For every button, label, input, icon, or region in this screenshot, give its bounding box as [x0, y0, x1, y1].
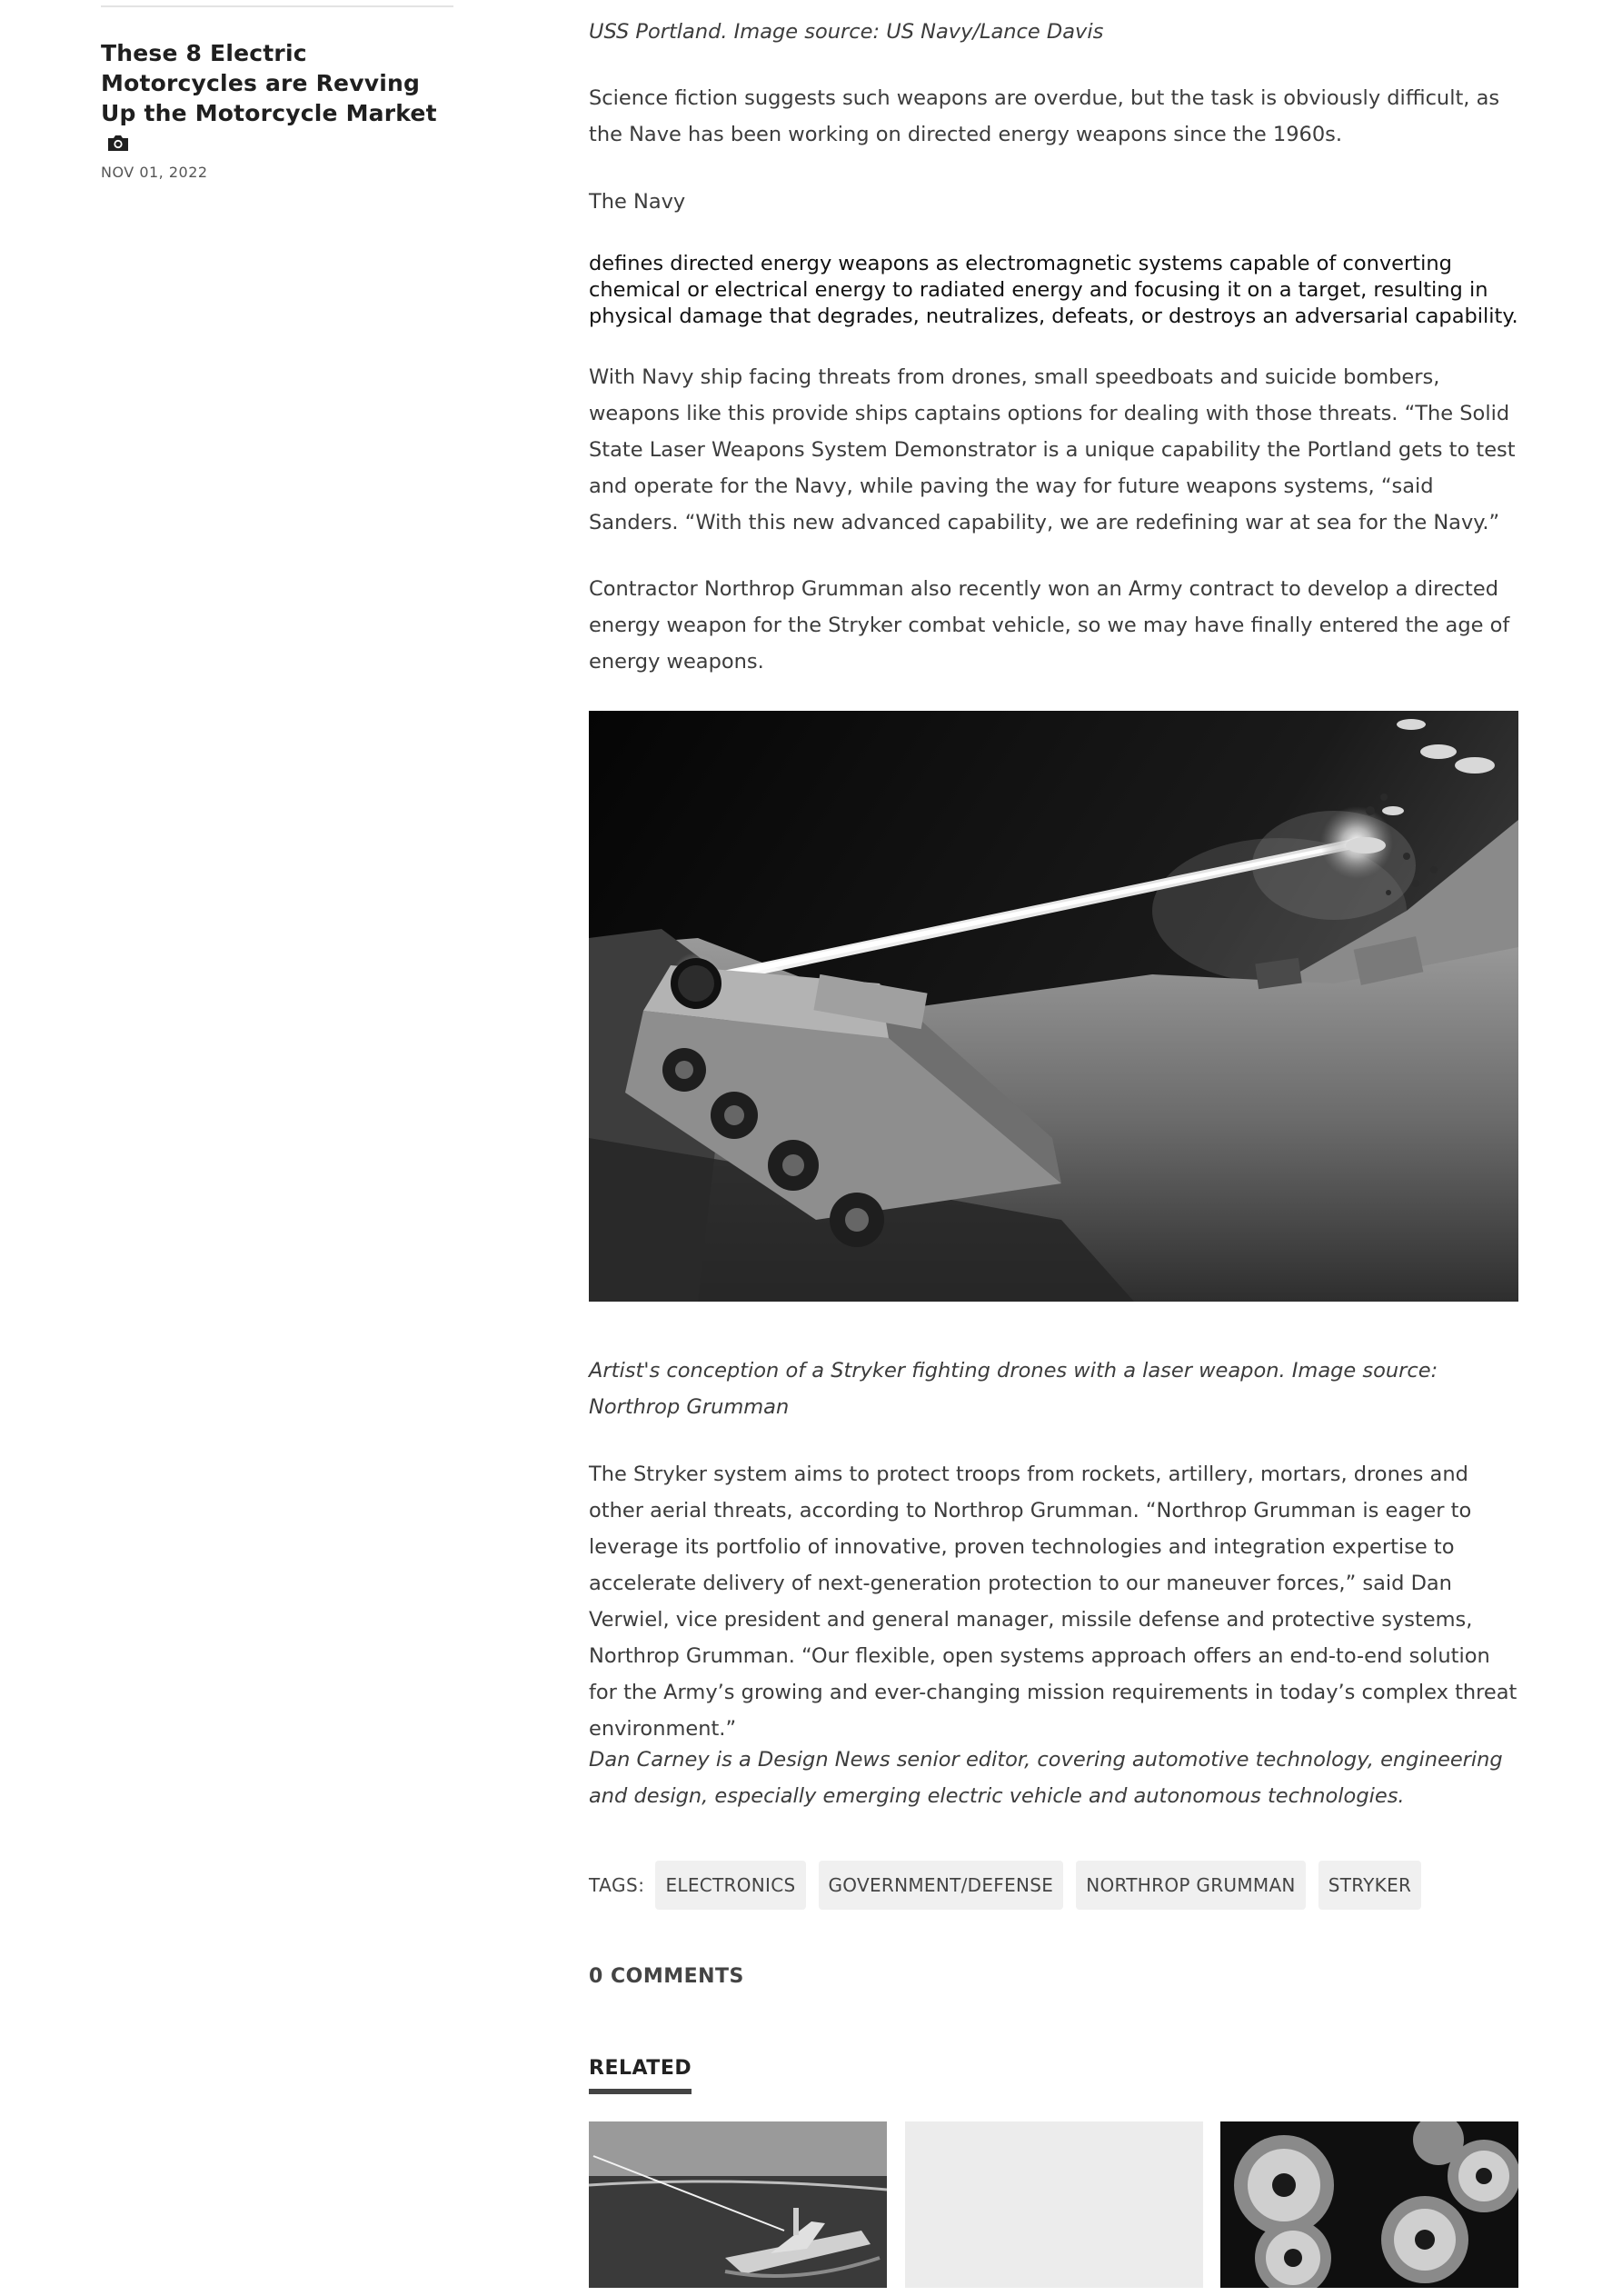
stryker-laser-illustration	[589, 711, 1518, 1302]
sidebar-divider	[101, 5, 453, 7]
related-thumbnail-ship[interactable]	[589, 2121, 887, 2288]
tag-government-defense[interactable]: GOVERNMENT/DEFENSE	[819, 1861, 1064, 1910]
ship-laser-thumbnail	[589, 2121, 887, 2288]
article-paragraph: Science fiction suggests such weapons are overdue, but the task is obviously difficult, as the Nave has been working on directed energy weapons since the 1960s.	[589, 86, 1500, 146]
placeholder-thumbnail	[905, 2121, 1203, 2288]
tag-list	[589, 1867, 1434, 1903]
tag-northrop-grumman[interactable]: NORTHROP GRUMMAN	[1076, 1861, 1305, 1910]
sidebar-article-title[interactable]: These 8 Electric Motorcycles are Revving Up the Motorcycle Market	[101, 40, 437, 126]
camera-icon	[106, 133, 130, 153]
author-bio: Dan Carney is a Design News senior editor, covering automotive technology, engineering and design, especially emerging electric vehicle and autonomous technologies.	[589, 1748, 1503, 1808]
article-paragraph: The Stryker system aims to protect troops from rockets, artillery, mortars, drones and other aerial threats, according to Northrop Grumman. “Northrop Grumman is eager to leverage its portfolio of innovative, proven technologies and integration expertise to accelerate delivery of next-generation protection to our maneuver forces,” said Dan Verwiel, vice president and general manager, missile defense and protective systems, Northrop Grumman. “Our flexible, open systems approach offers an end-to-end solution for the Army’s growing and ever-changing mission requirements in today’s complex threat environment.”	[589, 1462, 1518, 1741]
sidebar	[101, 0, 453, 181]
related-heading: RELATED	[589, 2056, 692, 2094]
image-caption: USS Portland. Image source: US Navy/Lance Davis	[589, 20, 1104, 44]
tag-stryker[interactable]: STRYKER	[1318, 1861, 1422, 1910]
comments-count[interactable]: 0 COMMENTS	[589, 1965, 744, 1988]
tags-label: TAGS:	[589, 1874, 645, 1896]
article-paragraph: With Navy ship facing threats from drones, small speedboats and suicide bombers, weapons like this provide ships captains options for dealing with those threats. “The Solid State Laser Weapons System Demonstrator is a unique capability the Portland gets to test and operate for the Navy, while paving the way for future weapons systems, “said Sanders. “With this new advanced capability, we are redefining war at sea for the Navy.”	[589, 365, 1516, 534]
article-paragraph: Contractor Northrop Grumman also recently won an Army contract to develop a directed energy weapon for the Stryker combat vehicle, so we may have finally entered the age of energy weapons.	[589, 577, 1510, 674]
sidebar-article-link[interactable]	[101, 38, 453, 158]
image-caption: Artist's conception of a Stryker fighting drones with a laser weapon. Image source: Northrop Grumman	[589, 1359, 1438, 1419]
gears-thumbnail	[1220, 2121, 1518, 2288]
related-thumbnail-placeholder[interactable]	[905, 2121, 1203, 2288]
definition-quote: defines directed energy weapons as electromagnetic systems capable of converting chemical or electrical energy to radiated energy and focusing it on a target, resulting in physical damage that degrades, neutralizes, defeats, or destroys an adversarial capability.	[589, 252, 1518, 328]
stryker-laser-image	[589, 711, 1518, 1302]
article-paragraph: The Navy	[589, 190, 686, 214]
sidebar-article-date: NOV 01, 2022	[101, 164, 208, 181]
tag-electronics[interactable]: ELECTRONICS	[655, 1861, 805, 1910]
related-thumbnail-gears[interactable]	[1220, 2121, 1518, 2288]
